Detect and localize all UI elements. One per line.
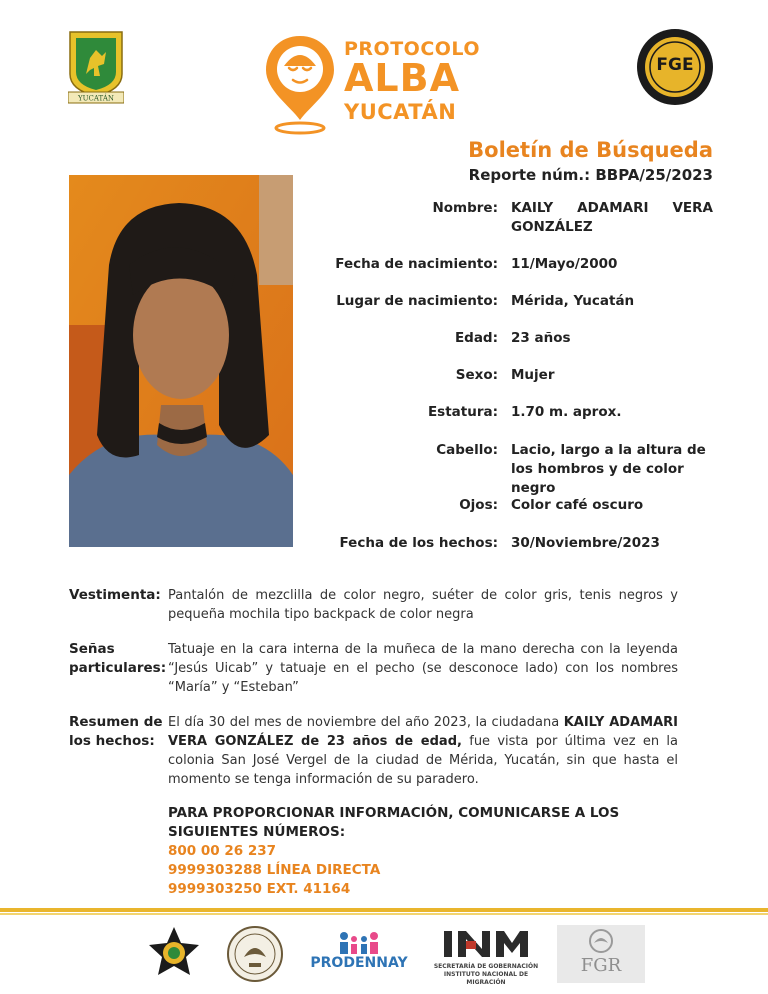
inm-caption: [424, 963, 548, 987]
inm-caption-line-2: INSTITUTO NACIONAL DE MIGRACIÓN: [443, 971, 529, 986]
senas-text: Tatuaje en la cara interna de la muñeca de la mano derecha con la leyenda “Jesús Uicab” y tatuaje en el pecho (se desconoce lado) con los nombres “María” y “Esteban”: [168, 642, 678, 695]
alba-line-2: ALBA: [344, 56, 460, 100]
prodennay-logo: [306, 925, 412, 983]
vestimenta-label: Vestimenta:: [69, 587, 161, 603]
phone-number: 9999303250 EXT. 41164: [168, 881, 351, 897]
field-value-fecha-nacimiento: 11/Mayo/2000: [511, 256, 618, 272]
yucatan-coat-of-arms-logo: [68, 30, 124, 104]
family-figures-icon: [336, 931, 382, 955]
guardia-nacional-seal-logo: [224, 925, 286, 983]
contact-heading: PARA PROPORCIONAR INFORMACIÓN, COMUNICARSE A LOS SIGUIENTES NÚMEROS:: [168, 805, 620, 840]
field-value-lugar-nacimiento: Mérida, Yucatán: [511, 293, 635, 309]
field-label-ojos: Ojos:: [459, 497, 498, 513]
protocolo-alba-yucatan-logo: [262, 30, 492, 136]
alba-line-3: YUCATÁN: [344, 100, 457, 124]
field-value-ojos: Color café oscuro: [511, 497, 644, 513]
field-label-fecha-nacimiento: Fecha de nacimiento:: [335, 256, 498, 272]
footer-divider: [0, 908, 768, 912]
fge-letters: FGE: [656, 55, 694, 75]
resumen-label: Resumen de los hechos:: [69, 714, 163, 749]
alba-line-1: PROTOCOLO: [344, 38, 480, 60]
field-label-sexo: Sexo:: [455, 367, 498, 383]
field-value-edad: 23 años: [511, 330, 571, 346]
field-value-fecha-hechos: 30/Noviembre/2023: [511, 535, 660, 551]
prodennay-text: PRODENNAY: [310, 955, 408, 971]
footer-divider-thin: [0, 913, 768, 915]
field-label-lugar-nacimiento: Lugar de nacimiento:: [336, 293, 498, 309]
fgr-logo: [557, 925, 645, 983]
field-value-sexo: Mujer: [511, 367, 555, 383]
inm-monogram-icon: [442, 929, 530, 959]
field-label-nombre: Nombre:: [432, 200, 498, 216]
field-label-fecha-hechos: Fecha de los hechos:: [339, 535, 498, 551]
field-value-cabello: Lacio, largo a la altura de los hombros y de color negro: [511, 442, 706, 496]
report-label: Reporte núm.:: [468, 166, 591, 184]
field-label-edad: Edad:: [454, 330, 498, 346]
inm-caption-line-1: SECRETARÍA DE GOBERNACIÓN: [433, 963, 539, 970]
eagle-emblem-icon: [586, 929, 616, 953]
field-label-cabello: Cabello:: [436, 442, 498, 458]
report-number: BBPA/25/2023: [595, 166, 713, 184]
senas-label: Señas particulares:: [69, 641, 167, 676]
fge-seal-logo: [636, 28, 714, 106]
phone-number: 800 00 26 237: [168, 843, 277, 859]
field-value-estatura: 1.70 m. aprox.: [511, 404, 622, 420]
field-label-estatura: Estatura:: [427, 404, 498, 420]
report-number-line: [469, 166, 713, 184]
resumen-part-1: El día 30 del mes de noviembre del año 2023, la ciudadana: [168, 715, 564, 730]
phone-number: 9999303288 LÍNEA DIRECTA: [168, 862, 381, 878]
resumen-text: [168, 713, 678, 789]
resumen-part-2: fue vista por última vez en la colonia San José Vergel de la ciudad de Mérida, Yucatán, sin que hasta el momento se tenga información de su paradero.: [168, 734, 678, 787]
contact-block: [168, 804, 708, 899]
resumen-bold-name: KAILY ADAMARI VERA GONZÁLEZ de 23 años de edad,: [168, 715, 678, 749]
field-value-nombre: KAILY ADAMARI VERA GONZÁLEZ: [511, 200, 713, 235]
bulletin-title: Boletín de Búsqueda: [468, 138, 713, 162]
inm-logo: [424, 925, 548, 986]
location-pin-face-icon: [262, 32, 338, 136]
svg-text:YUCATÁN: YUCATÁN: [77, 94, 115, 103]
police-star-badge-logo: [146, 925, 202, 983]
fgr-text: FGR: [580, 955, 622, 976]
missing-person-photo: [69, 175, 293, 547]
vestimenta-text: Pantalón de mezclilla de color negro, suéter de color gris, tenis negros y pequeña mochila tipo backpack de color negra: [168, 588, 678, 622]
